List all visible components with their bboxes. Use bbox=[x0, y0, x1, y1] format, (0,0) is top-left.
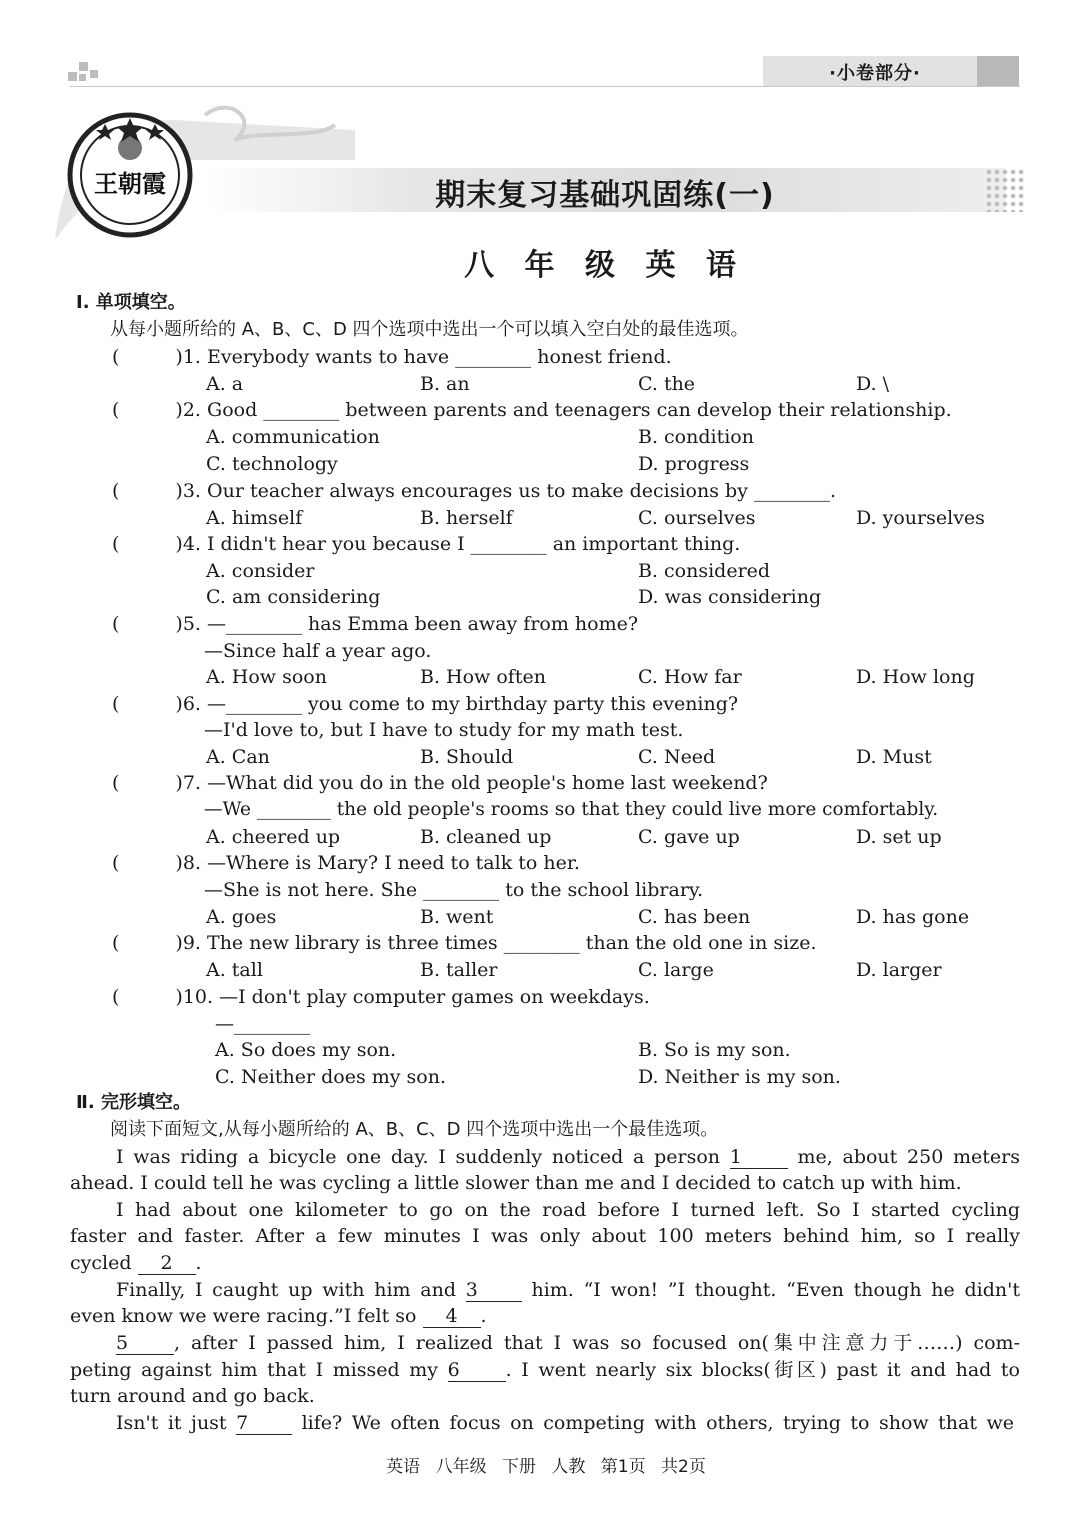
q2-option-b: B. condition bbox=[638, 426, 754, 448]
section-tag: ·小卷部分· bbox=[829, 63, 921, 84]
q2-option-a: A. communication bbox=[206, 426, 380, 448]
passage-line: ahead. I could tell he was cycling a little slower than me and I decided to catch up with him. bbox=[70, 1172, 962, 1194]
q6-option-b: B. Should bbox=[420, 746, 514, 768]
q5-response: —Since half a year ago. bbox=[204, 640, 432, 662]
q2-option-c: C. technology bbox=[206, 453, 338, 475]
cloze-blank[interactable]: 3 bbox=[466, 1279, 522, 1302]
logo-text: 王朝霞 bbox=[94, 169, 166, 198]
question-1: ( )1. Everybody wants to have ________ honest friend. bbox=[112, 346, 672, 368]
q8-option-d: D. has gone bbox=[856, 906, 970, 928]
page-footer: 英语 八年级 下册 人教 第1页 共2页 bbox=[386, 1457, 706, 1477]
header-rule bbox=[70, 86, 1020, 87]
question-9: ( )9. The new library is three times ________ than the old one in size. bbox=[112, 932, 817, 954]
passage-line: 5 , after I passed him, I realized that I was so focused on(集中注意力于……) com- bbox=[116, 1332, 1020, 1354]
section2-instruction: 阅读下面短文,从每小题所给的 A、B、C、D 四个选项中选出一个最佳选项。 bbox=[110, 1119, 719, 1140]
q7-option-d: D. set up bbox=[856, 826, 942, 848]
q1-option-a: A. a bbox=[206, 373, 244, 395]
q3-option-b: B. herself bbox=[420, 507, 513, 529]
q1-option-c: C. the bbox=[638, 373, 696, 395]
banner-dot-pattern bbox=[985, 168, 1025, 212]
q8-option-b: B. went bbox=[420, 906, 494, 928]
q9-option-c: C. large bbox=[638, 959, 714, 981]
q4-option-c: C. am considering bbox=[206, 586, 381, 608]
q3-option-d: D. yourselves bbox=[856, 507, 985, 529]
q10-option-a: A. So does my son. bbox=[215, 1039, 397, 1061]
passage-line: turn around and go back. bbox=[70, 1385, 315, 1407]
q9-option-b: B. taller bbox=[420, 959, 498, 981]
q10-option-c: C. Neither does my son. bbox=[215, 1066, 447, 1088]
q7-response: —We ________ the old people's rooms so that they could live more comfortably. bbox=[204, 799, 939, 820]
question-6: ( )6. —________ you come to my birthday party this evening? bbox=[112, 693, 739, 715]
q6-response: —I'd love to, but I have to study for my math test. bbox=[204, 719, 684, 741]
q5-option-a: A. How soon bbox=[206, 666, 327, 688]
corner-decoration bbox=[68, 62, 108, 88]
q3-option-c: C. ourselves bbox=[638, 507, 756, 529]
q8-response: —She is not here. She ________ to the school library. bbox=[204, 879, 704, 901]
q9-option-d: D. larger bbox=[856, 959, 942, 981]
q8-option-c: C. has been bbox=[638, 906, 751, 928]
q6-option-d: D. Must bbox=[856, 746, 932, 768]
q4-option-d: D. was considering bbox=[638, 586, 822, 608]
passage-line: Finally, I caught up with him and 3 him. “I won! ”I thought. “Even though he didn't bbox=[116, 1279, 1020, 1301]
q3-option-a: A. himself bbox=[206, 507, 303, 529]
question-2: ( )2. Good ________ between parents and teenagers can develop their relationship. bbox=[112, 399, 952, 421]
q10-option-b: B. So is my son. bbox=[638, 1039, 791, 1061]
q9-option-a: A. tall bbox=[206, 959, 263, 981]
q7-option-c: C. gave up bbox=[638, 826, 740, 848]
q2-option-d: D. progress bbox=[638, 453, 750, 475]
q8-option-a: A. goes bbox=[206, 906, 277, 928]
passage-line: I was riding a bicycle one day. I suddenly noticed a person 1 me, about 250 meters bbox=[116, 1146, 1020, 1168]
q7-option-b: B. cleaned up bbox=[420, 826, 552, 848]
cloze-blank[interactable]: 7 bbox=[236, 1412, 292, 1435]
q1-option-b: B. an bbox=[420, 373, 470, 395]
passage-line: cycled 2 . bbox=[70, 1252, 202, 1274]
q7-option-a: A. cheered up bbox=[206, 826, 341, 848]
cloze-blank[interactable]: 4 bbox=[423, 1305, 481, 1328]
passage-line: Isn't it just 7 life? We often focus on competing with others, trying to show that we bbox=[116, 1412, 1015, 1434]
q5-option-d: D. How long bbox=[856, 666, 975, 688]
q6-option-a: A. Can bbox=[206, 746, 270, 768]
question-10: ( )10. —I don't play computer games on weekdays. bbox=[112, 986, 650, 1008]
passage-line: I had about one kilometer to go on the road before I turned left. So I started cycling bbox=[116, 1199, 1020, 1221]
question-3: ( )3. Our teacher always encourages us to make decisions by ________. bbox=[112, 480, 837, 502]
q10-response: —________ bbox=[215, 1013, 310, 1035]
q5-option-c: C. How far bbox=[638, 666, 742, 688]
q1-option-d: D. \ bbox=[856, 373, 890, 395]
page-title: 期末复习基础巩固练(一) bbox=[435, 178, 775, 213]
page-subtitle: 八 年 级 英 语 bbox=[464, 248, 746, 283]
cloze-blank[interactable]: 5 bbox=[116, 1332, 174, 1355]
section1-instruction: 从每小题所给的 A、B、C、D 四个选项中选出一个可以填入空白处的最佳选项。 bbox=[110, 319, 749, 340]
q10-option-d: D. Neither is my son. bbox=[638, 1066, 841, 1088]
cloze-blank[interactable]: 6 bbox=[448, 1359, 506, 1382]
section2-heading: Ⅱ. 完形填空。 bbox=[76, 1092, 191, 1113]
q6-option-c: C. Need bbox=[638, 746, 716, 768]
question-5: ( )5. —________ has Emma been away from home? bbox=[112, 613, 639, 635]
passage-line: even know we were racing.”I felt so 4 . bbox=[70, 1305, 487, 1327]
q4-option-b: B. considered bbox=[638, 560, 771, 582]
q5-option-b: B. How often bbox=[420, 666, 546, 688]
cloze-blank[interactable]: 1 bbox=[730, 1146, 788, 1169]
passage-line: peting against him that I missed my 6 . I went nearly six blocks(街区) past it and had to bbox=[70, 1359, 1020, 1381]
section1-heading: Ⅰ. 单项填空。 bbox=[76, 292, 186, 313]
question-4: ( )4. I didn't hear you because I ________ an important thing. bbox=[112, 533, 741, 555]
cloze-blank[interactable]: 2 bbox=[138, 1252, 196, 1275]
passage-line: faster and faster. After a few minutes I was only about 100 meters behind him, so I really bbox=[70, 1225, 1020, 1247]
question-7: ( )7. —What did you do in the old people's home last weekend? bbox=[112, 772, 768, 794]
question-8: ( )8. —Where is Mary? I need to talk to her. bbox=[112, 852, 580, 874]
q4-option-a: A. consider bbox=[206, 560, 315, 582]
